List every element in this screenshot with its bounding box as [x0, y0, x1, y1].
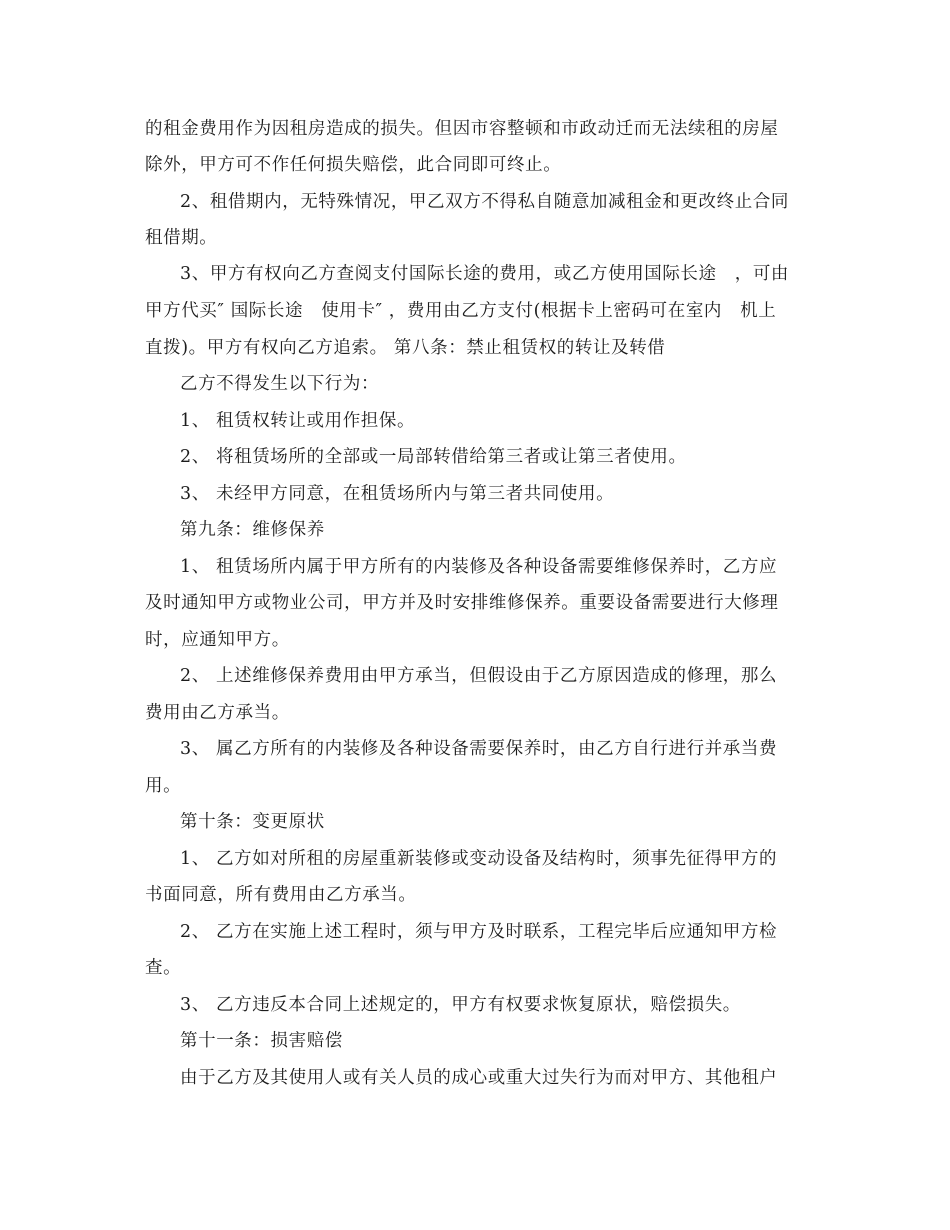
text-line: 3、 未经甲方同意，在租赁场所内与第三者共同使用。 — [180, 484, 615, 504]
text-line: 乙方不得发生以下行为： — [180, 374, 380, 394]
text-line: 除外，甲方可不作任何损失赔偿，此合同即可终止。 — [145, 155, 562, 175]
text-line: 2、租借期内，无特殊情况，甲乙双方不得私自随意加减租金和更改终止合同 — [180, 192, 790, 212]
text-line: 1、 租赁场所内属于甲方所有的内装修及各种设备需要维修保养时，乙方应 — [180, 557, 778, 577]
text-line: 2、 将租赁场所的全部或一局部转借给第三者或让第三者使用。 — [180, 447, 687, 467]
text-line: 2、 上述维修保养费用由甲方承当，但假设由于乙方原因造成的修理，那么 — [180, 666, 778, 686]
text-line: 用。 — [145, 776, 182, 796]
section-heading: 第十一条：损害赔偿 — [180, 1031, 343, 1051]
section-heading: 第十条：变更原状 — [180, 812, 325, 832]
text-line: 由于乙方及其使用人或有关人员的成心或重大过失行为而对甲方、其他租户 — [180, 1068, 778, 1088]
text-line: 及时通知甲方或物业公司，甲方并及时安排维修保养。重要设备需要进行大修理 — [145, 593, 779, 613]
text-line: 直拨)。甲方有权向乙方追索。 第八条：禁止租赁权的转让及转借 — [145, 338, 666, 358]
text-line: 查。 — [145, 958, 182, 978]
text-line: 的租金费用作为因租房造成的损失。但因市容整顿和市政动迁而无法续租的房屋 — [145, 119, 779, 139]
text-line: 3、 乙方违反本合同上述规定的，甲方有权要求恢复原状，赔偿损失。 — [180, 995, 741, 1015]
text-line: 3、甲方有权向乙方查阅支付国际长途的费用，或乙方使用国际长途 ，可由 — [180, 264, 790, 284]
section-heading: 第九条：维修保养 — [180, 520, 325, 540]
text-line: 2、 乙方在实施上述工程时，须与甲方及时联系，工程完毕后应通知甲方检 — [180, 922, 778, 942]
text-line: 3、 属乙方所有的内装修及各种设备需要保养时，由乙方自行进行并承当费 — [180, 739, 778, 759]
text-line: 1、 乙方如对所租的房屋重新装修或变动设备及结构时，须事先征得甲方的 — [180, 849, 778, 869]
text-line: 费用由乙方承当。 — [145, 703, 290, 723]
text-line: 甲方代买″ 国际长途 使用卡″ ，费用由乙方支付(根据卡上密码可在室内 机上 — [145, 301, 777, 321]
text-line: 书面同意，所有费用由乙方承当。 — [145, 885, 417, 905]
text-line: 1、 租赁权转让或用作担保。 — [180, 411, 416, 431]
text-line: 时，应通知甲方。 — [145, 630, 290, 650]
text-line: 租借期。 — [145, 228, 218, 248]
